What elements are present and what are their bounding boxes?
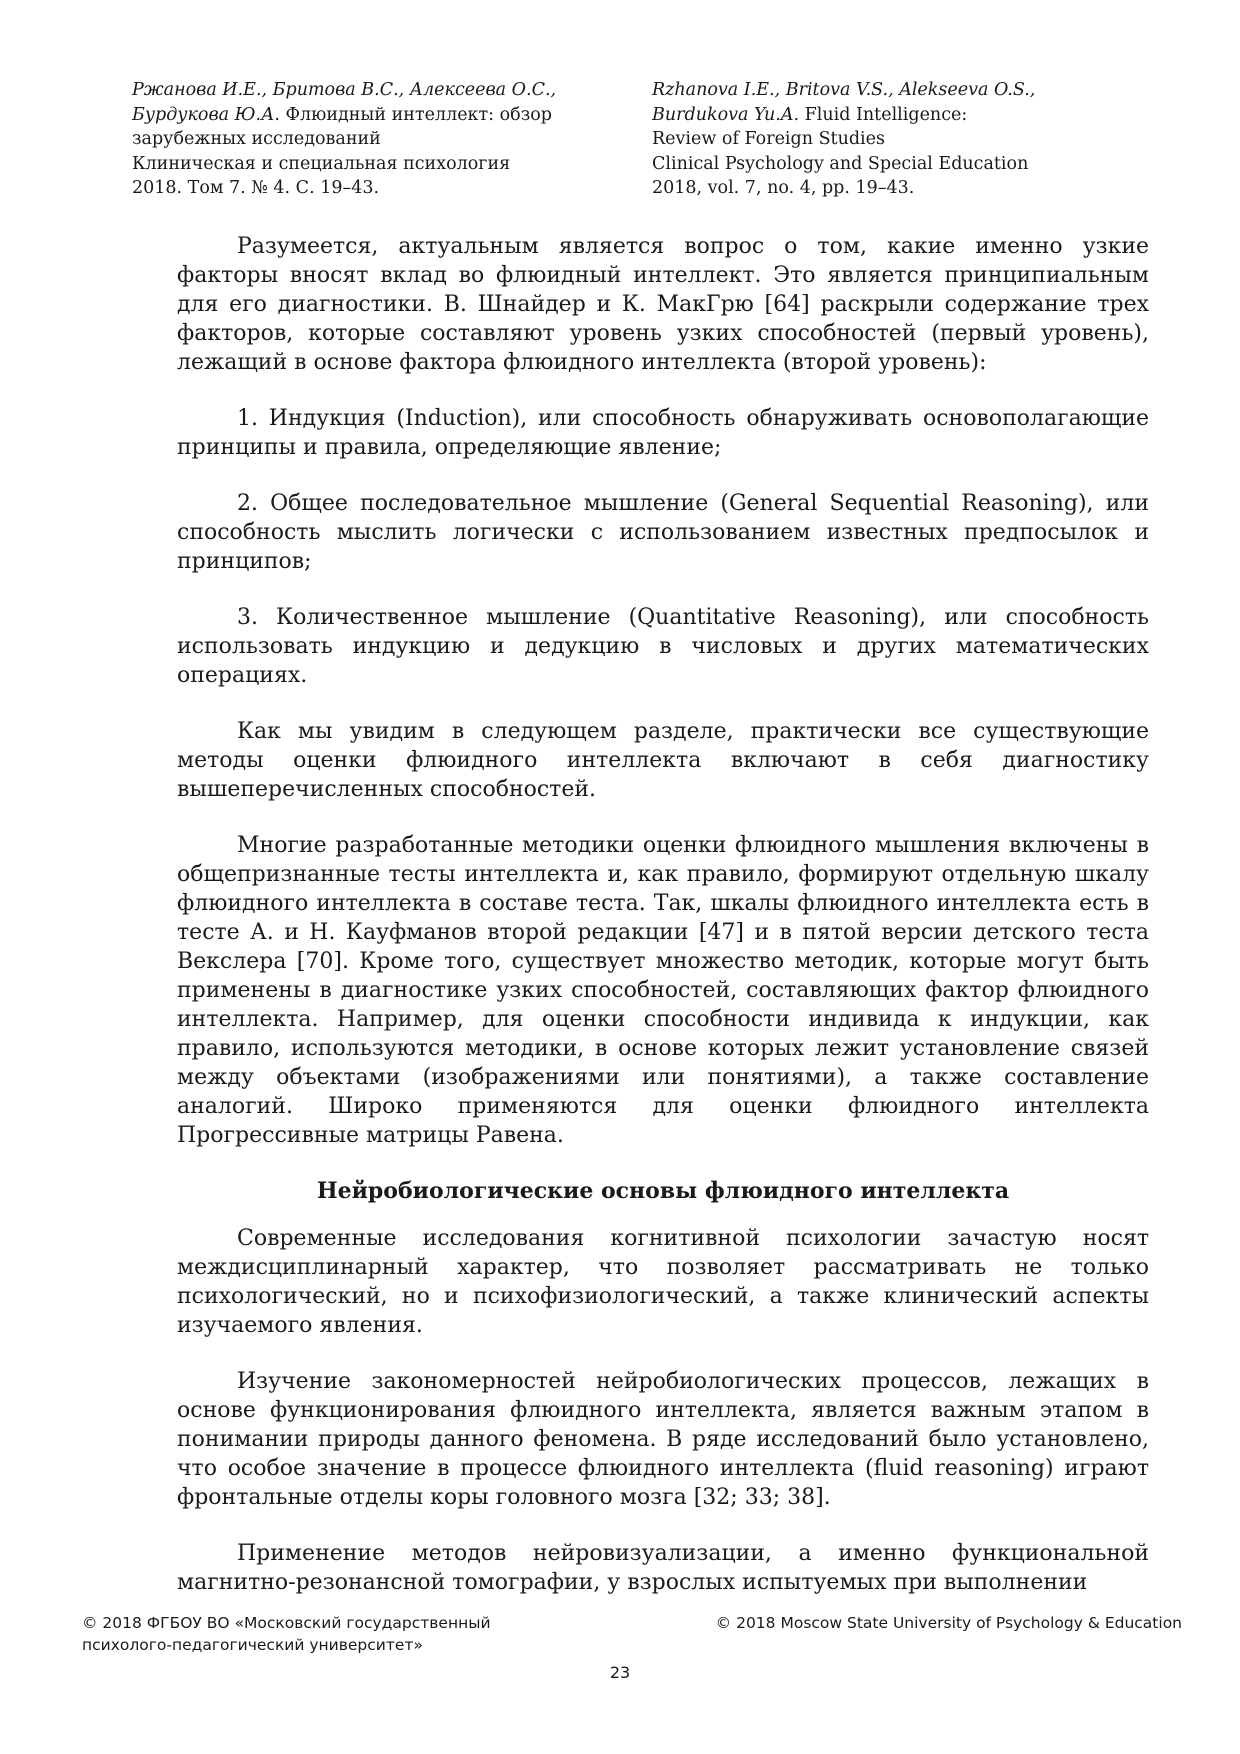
- header-en-journal: Clinical Psychology and Special Education: [652, 153, 1029, 174]
- paragraph-narrow-factors: Разумеется, актуальным является вопрос о том, какие именно узкие факторы вносят вклад во флюидный интеллект. Это является принципиальным для его диагностики. В. Шнайдер и К. МакГрю [64] раскрыли содержание трех факторов, которые составляют уровень узких способностей (первый уровень), лежащий в основе фактора флюидного интеллекта (второй уровень):: [177, 234, 1149, 375]
- header-en-authors: Rzhanova I.E., Britova V.S., Alekseeva O.S.,: [652, 80, 1036, 100]
- header-en-title: Burdukova Yu.A. Fluid Intelligence:: [652, 104, 968, 125]
- article-body: [177, 232, 1149, 1624]
- paragraph-interdisciplinary: Современные исследования когнитивной психологии зачастую носят междисциплинарный характер, что позволяет рассматривать не только психологический, но и психофизиологический, а также клинический аспекты изучаемого явления.: [177, 1226, 1149, 1338]
- footer-ru-line1: © 2018 ФГБОУ ВО «Московский государственный: [82, 1614, 491, 1632]
- paragraph-neuroimaging: Применение методов нейровизуализации, а именно функциональной магнитно-резонансной томографии, у взрослых испытуемых при выполнении: [177, 1541, 1149, 1595]
- header-english: [652, 78, 1112, 201]
- footer-copyright-ru: [82, 1612, 491, 1656]
- header-ru-authors: Ржанова И.Е., Бритова В.С., Алексеева О.С.,: [132, 80, 557, 100]
- paragraph-test-methods: Многие разработанные методики оценки флюидного мышления включены в общепризнанные тесты интеллекта и, как правило, формируют отдельную шкалу флюидного интеллекта в составе теста. Так, шкалы флюидного интеллекта есть в тесте А. и Н. Кауфманов второй редакции [47] и в пятой версии детского теста Векслера [70]. Кроме того, существует множество методик, которые могут быть применены в диагностике узких способностей, составляющих фактор флюидного интеллекта. Например, для оценки способности индивида к индукции, как правило, используются методики, в основе которых лежит установление связей между объектами (изображениями или понятиями), а также составление аналогий. Широко применяются для оценки флюидного интеллекта Прогрессивные матрицы Равена.: [177, 833, 1149, 1148]
- list-item-quantitative-reasoning: 3. Количественное мышление (Quantitative Reasoning), или способность использовать индукцию и дедукцию в числовых и других математических операциях.: [177, 605, 1149, 688]
- header-ru-journal: Клиническая и специальная психология: [132, 153, 511, 174]
- page-number: 23: [609, 1663, 631, 1682]
- header-ru-title: Бурдукова Ю.А. Флюидный интеллект: обзор: [132, 104, 552, 125]
- running-header: [132, 78, 1112, 201]
- header-russian: [132, 78, 592, 201]
- header-ru-title-cont: зарубежных исследований: [132, 129, 381, 149]
- paragraph-neurobiology: Изучение закономерностей нейробиологических процессов, лежащих в основе функционирования флюидного интеллекта, является важным этапом в понимании природы данного феномена. В ряде исследований было установлено, что особое значение в процессе флюидного интеллекта (fluid reasoning) играют фронтальные отделы коры головного мозга [32; 33; 38].: [177, 1369, 1149, 1510]
- footer-ru-line2: психолого-педагогический университет»: [82, 1636, 423, 1654]
- header-en-title-cont: Review of Foreign Studies: [652, 129, 885, 149]
- header-ru-citation: 2018. Том 7. № 4. С. 19–43.: [132, 178, 380, 198]
- list-item-induction: 1. Индукция (Induction), или способность обнаруживать основополагающие принципы и правила, определяющие явление;: [177, 406, 1149, 460]
- paragraph-next-section: Как мы увидим в следующем разделе, практически все существующие методы оценки флюидного интеллекта включают в себя диагностику вышеперечисленных способностей.: [177, 719, 1149, 802]
- header-en-citation: 2018, vol. 7, no. 4, pp. 19–43.: [652, 178, 915, 198]
- list-item-sequential-reasoning: 2. Общее последовательное мышление (General Sequential Reasoning), или способность мыслить логически с использованием известных предпосылок и принципов;: [177, 491, 1149, 574]
- section-heading: Нейробиологические основы флюидного интеллекта: [316, 1178, 1010, 1204]
- footer-copyright-en: © 2018 Moscow State University of Psychology & Education: [715, 1614, 1182, 1632]
- page-footer: [82, 1612, 1182, 1656]
